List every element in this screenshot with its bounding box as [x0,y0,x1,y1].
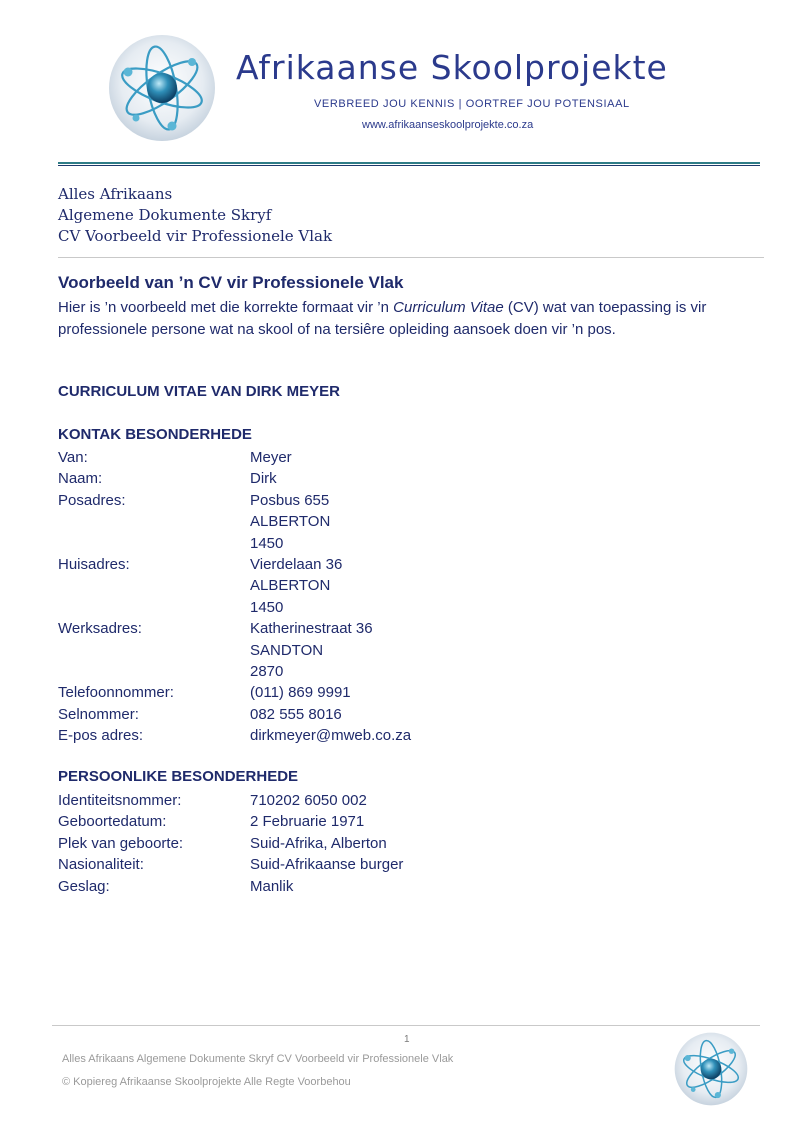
detail-row [58,490,658,511]
footer-divider [52,1025,760,1026]
detail-value: (011) 869 9991 [250,684,351,702]
brand-website[interactable]: www.afrikaanseskoolprojekte.co.za [362,119,534,131]
detail-value: 2870 [250,662,284,680]
detail-value: ALBERTON [250,513,331,531]
detail-value: Manlik [250,877,294,895]
detail-value: Katherinestraat 36 [250,620,373,638]
detail-row [58,811,658,832]
detail-value: Suid-Afrika, Alberton [250,834,387,852]
detail-row [58,554,658,575]
detail-row [58,854,658,875]
breadcrumb [58,184,332,247]
detail-label: Selnommer: [58,705,139,723]
detail-row [58,468,658,489]
detail-value: ALBERTON [250,577,331,595]
cv-heading: CURRICULUM VITAE VAN DIRK MEYER [58,383,340,400]
detail-label: Huisadres: [58,555,130,573]
detail-row [58,661,658,682]
email-link[interactable]: dirkmeyer@mweb.co.za [250,727,412,745]
detail-row [58,682,658,703]
detail-value: 082 555 8016 [250,705,342,723]
detail-value: SANDTON [250,641,324,659]
detail-row [58,704,658,725]
intro-paragraph [58,297,770,341]
detail-value: 2 Februarie 1971 [250,813,365,831]
header-divider [58,162,760,164]
detail-row [58,876,658,897]
detail-label: Posadres: [58,491,126,509]
detail-label: E-pos adres: [58,727,144,745]
detail-row [58,447,658,468]
detail-value: 1450 [250,598,284,616]
detail-value: Vierdelaan 36 [250,555,343,573]
detail-label [58,640,250,661]
brand-tagline: VERBREED JOU KENNIS | OORTREF JOU POTENSIAAL [314,98,630,110]
detail-label: Geboortedatum: [58,813,167,831]
contact-details-list [58,447,658,746]
detail-row [58,618,658,639]
breadcrumb-item: Algemene Dokumente Skryf [58,206,272,224]
detail-label [58,597,250,618]
detail-row [58,575,658,596]
page-number: 1 [404,1034,410,1045]
detail-label: Telefoonnommer: [58,684,174,702]
intro-emphasis: Curriculum Vitae [393,299,504,316]
detail-label [58,533,250,554]
detail-row [58,790,658,811]
detail-label: Werksadres: [58,620,142,638]
detail-row [58,640,658,661]
detail-label [58,511,250,532]
detail-label: Geslag: [58,877,110,895]
detail-row [58,511,658,532]
intro-text: Hier is ’n voorbeeld met die korrekte formaat vir ’n [58,299,394,316]
detail-label: Van: [58,449,88,466]
detail-label: Plek van geboorte: [58,834,184,852]
personal-details-list [58,790,658,897]
detail-label [58,661,250,682]
personal-section-heading: PERSOONLIKE BESONDERHEDE [58,768,299,785]
footer-atom-logo-icon [674,1032,748,1106]
detail-value: 710202 6050 002 [250,792,367,809]
detail-row [58,725,658,746]
detail-row [58,597,658,618]
brand-title: Afrikaanse Skoolprojekte [236,48,668,87]
detail-value: Suid-Afrikaanse burger [250,856,404,874]
page-title: Voorbeeld van ’n CV vir Professionele Vlak [58,273,404,292]
intro-text-end: (CV) wat van toepassing is vir professionele persone wat na skool of na tersiêre opleiding aansoek doen vir ’n pos. [58,299,707,338]
detail-value: Meyer [250,449,292,466]
atom-logo-icon [108,34,216,142]
header-divider-thin [58,165,760,166]
contact-section-heading: KONTAK BESONDERHEDE [58,426,252,443]
detail-row [58,533,658,554]
detail-label: Identiteitsnommer: [58,792,182,809]
breadcrumb-divider [58,257,764,258]
footer-document-path: Alles Afrikaans Algemene Dokumente Skryf CV Voorbeeld vir Professionele Vlak [62,1053,454,1065]
detail-label: Naam: [58,470,103,488]
breadcrumb-item: CV Voorbeeld vir Professionele Vlak [58,227,333,245]
detail-row [58,833,658,854]
detail-label [58,575,250,596]
detail-value: Dirk [250,470,277,488]
detail-value: Posbus 655 [250,491,330,509]
footer-copyright: © Kopiereg Afrikaanse Skoolprojekte Alle Regte Voorbehou [62,1076,351,1088]
detail-label: Nasionaliteit: [58,856,144,874]
detail-value: 1450 [250,534,284,552]
breadcrumb-item: Alles Afrikaans [58,185,173,203]
